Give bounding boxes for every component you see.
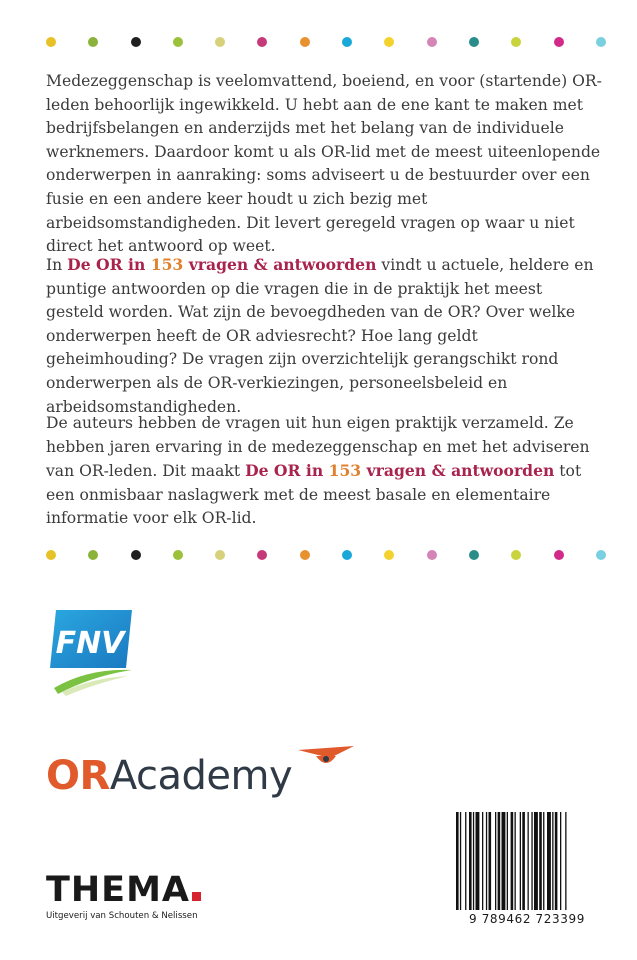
barcode-bar [531, 812, 532, 910]
color-dot [596, 37, 606, 47]
color-dot [46, 37, 56, 47]
color-dot [511, 37, 521, 47]
barcode-bar [456, 812, 459, 910]
color-dot [173, 550, 183, 560]
color-dot [554, 550, 564, 560]
barcode-bar [489, 812, 492, 910]
color-dot [300, 37, 310, 47]
paragraph-3-suffix: tot een onmisbaar naslagwerk met de meest basale en elementaire informatie voor elk OR-lid. [46, 462, 582, 528]
isbn-barcode [452, 812, 602, 932]
color-dot [384, 37, 394, 47]
barcode-bar [502, 812, 506, 910]
decorative-dots-bottom [46, 548, 606, 562]
fnv-logo-text: FNV [55, 626, 125, 661]
color-dot [384, 550, 394, 560]
color-dot [173, 37, 183, 47]
paragraph-3-prefix: De auteurs hebben de vragen uit hun eigen praktijk verzameld. Ze hebben jaren ervaring in de medezeggenschap en met het adviseren van OR-leden. Dit maakt [46, 414, 590, 481]
book-title-before: De OR in [67, 255, 151, 274]
oracademy-rest: Academy [109, 753, 293, 799]
barcode-bar [473, 812, 474, 910]
barcode-bar [552, 812, 553, 910]
blurb-paragraph-3 [46, 412, 602, 531]
barcode-bar [511, 812, 514, 910]
color-dot [46, 550, 56, 560]
blurb-paragraph-1: Medezeggenschap is veelomvattend, boeiend, en voor (startende) OR-leden behoorlijk ingewikkeld. U hebt aan de ene kant te maken met bedrijfsbelangen en anderzijds met het belang van de individuele werknemers. Daardoor komt u als OR-lid met de meest uiteenlopende onderwerpen in aanraking: soms adviseert u de bestuurder over een fusie en een andere keer houdt u zich bezig met arbeidsomstandigheden. Dit levert geregeld vragen op waar u niet direct het antwoord op weet. [46, 72, 602, 256]
color-dot [257, 37, 267, 47]
barcode-bar [543, 812, 544, 910]
barcode-bar [486, 812, 487, 910]
oracademy-or: OR [46, 753, 110, 799]
barcode-bar [476, 812, 480, 910]
barcode-bar [498, 812, 501, 910]
barcode-bar [520, 812, 521, 910]
thema-logo [46, 870, 226, 930]
thema-wordmark: THEMA [46, 870, 190, 910]
color-dot [427, 37, 437, 47]
book-title [67, 255, 376, 274]
barcode-bar [507, 812, 508, 910]
color-dot [511, 550, 521, 560]
color-dot [300, 550, 310, 560]
color-dot [554, 37, 564, 47]
barcode-bar [482, 812, 483, 910]
barcode-bar [522, 812, 525, 910]
book-title-after: vragen & antwoorden [361, 461, 555, 481]
color-dot [215, 37, 225, 47]
barcode-bar [528, 812, 529, 910]
blurb-paragraph-2 [46, 253, 602, 419]
barcode-bar [469, 812, 472, 910]
barcode-bar [547, 812, 551, 910]
barcode-bar [460, 812, 461, 910]
barcode-bar [555, 812, 558, 910]
book-title-before: De OR in [245, 461, 329, 481]
fnv-logo [48, 606, 140, 698]
color-dot [215, 550, 225, 560]
barcode-bar [465, 812, 466, 910]
color-dot [342, 37, 352, 47]
barcode-bar [565, 812, 566, 910]
barcode-bar [539, 812, 542, 910]
color-dot [469, 37, 479, 47]
color-dot [88, 37, 98, 47]
decorative-dots-top [46, 35, 606, 49]
book-title-number: 153 [150, 255, 184, 274]
barcode-bar [495, 812, 496, 910]
barcode-bar [534, 812, 538, 910]
oracademy-logo [46, 746, 366, 806]
color-dot [342, 550, 352, 560]
barcode-bars [452, 812, 602, 910]
isbn-number: 9 789462 723399 [452, 912, 602, 926]
barcode-bar [560, 812, 561, 910]
thema-subtitle: Uitgeverij van Schouten & Nelissen [46, 911, 198, 921]
fnv-logo-graphic [48, 606, 140, 698]
thema-red-square [192, 892, 201, 901]
color-dot [469, 550, 479, 560]
color-dot [257, 550, 267, 560]
paragraph-2-prefix: In [46, 256, 68, 274]
book-title [245, 461, 554, 480]
color-dot [427, 550, 437, 560]
paragraph-2-suffix: vindt u actuele, heldere en puntige antwoorden op die vragen die in de praktijk het meest gesteld worden. Wat zijn de bevoegdheden van de OR? Over welke onderwerpen heeft de OR adviesrecht? Hoe lang geldt geheimhouding? De vragen zijn overzichtelijk gerangschikt rond onderwerpen als de OR-verkiezingen, personeelsbeleid en arbeidsomstandigheden. [46, 256, 594, 416]
book-title-after: vragen & antwoorden [183, 255, 377, 274]
barcode-bar [515, 812, 516, 910]
color-dot [131, 37, 141, 47]
color-dot [596, 550, 606, 560]
color-dot [131, 550, 141, 560]
book-title-number: 153 [328, 461, 362, 481]
graduation-cap-icon [298, 744, 354, 774]
oracademy-wordmark [46, 746, 292, 806]
color-dot [88, 550, 98, 560]
